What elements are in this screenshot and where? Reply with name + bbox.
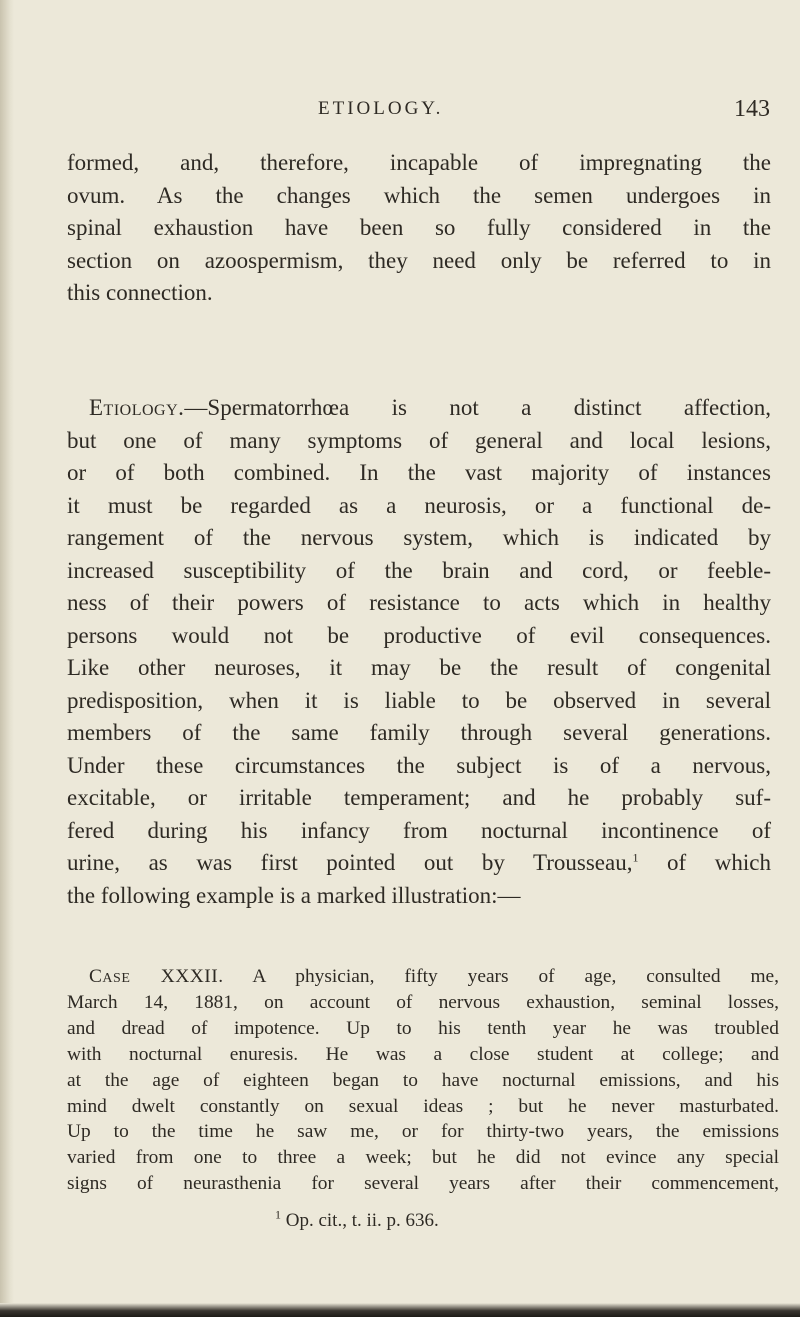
page-edge-left — [0, 0, 14, 1317]
text-line: fered during his infancy from nocturnal incontinence of — [67, 817, 771, 843]
page-edge-bottom — [0, 1303, 800, 1317]
text-line: and dread of impotence. Up to his tenth year he was troubled — [67, 1017, 779, 1039]
text-line: excitable, or irritable temperament; and he probably suf- — [67, 785, 771, 810]
page-number: 143 — [734, 96, 770, 122]
text-line: Up to the time he saw me, or for thirty-two years, the emissions — [67, 1121, 779, 1143]
paragraph-continuation — [67, 147, 771, 310]
text-line: mind dwelt constantly on sexual ideas ; but he never masturbated. — [67, 1095, 779, 1117]
case-heading: Case XXXII. — [89, 966, 224, 987]
text-line: Case XXXII. A physician, fifty years of age, consulted me, — [89, 966, 779, 987]
text-line: members of the same family through several generations. — [67, 720, 771, 745]
section-lead-etiology: Etiology. — [89, 395, 185, 420]
paragraph-etiology — [67, 392, 771, 912]
text-line: Etiology.—Spermatorrhœa is not a distinct affection, — [89, 395, 771, 420]
text-line: spinal exhaustion have been so fully considered in the — [67, 215, 771, 240]
text-line: March 14, 1881, on account of nervous exhaustion, seminal losses, — [67, 991, 779, 1013]
text-line: ness of their powers of resistance to acts which in healthy — [67, 590, 771, 615]
text-line: Under these circumstances the subject is of a nervous, — [67, 752, 771, 778]
text-line: rangement of the nervous system, which is indicated by — [67, 525, 771, 550]
footnote-marker: 1 — [275, 1207, 281, 1222]
text-line: varied from one to three a week; but he did not evince any special — [67, 1147, 779, 1169]
footnote — [275, 1209, 439, 1233]
text-line: signs of neurasthenia for several years after their commencement, — [67, 1173, 779, 1195]
footnote-text: Op. cit., t. ii. p. 636. — [281, 1210, 439, 1231]
text-line: the following example is a marked illustration:— — [67, 882, 521, 908]
text-line: persons would not be productive of evil consequences. — [67, 622, 771, 648]
text-line: at the age of eighteen began to have nocturnal emissions, and his — [67, 1069, 779, 1091]
case-report — [67, 964, 779, 1197]
text-line: but one of many symptoms of general and local lesions, — [67, 427, 771, 453]
running-head-title: ETIOLOGY. — [318, 98, 444, 119]
footnote-reference[interactable]: 1 — [632, 850, 639, 865]
text-line: with nocturnal enuresis. He was a close student at college; and — [67, 1043, 779, 1065]
text-line: section on azoospermism, they need only be referred to in — [67, 247, 771, 273]
text-line: or of both combined. In the vast majority of instances — [67, 460, 771, 485]
text-line: ovum. As the changes which the semen undergoes in — [67, 182, 771, 208]
running-head — [70, 98, 770, 128]
text-line: predisposition, when it is liable to be observed in several — [67, 687, 771, 713]
text-line: Like other neuroses, it may be the result of congenital — [67, 655, 771, 680]
text-line: it must be regarded as a neurosis, or a functional de- — [67, 492, 771, 518]
text-line: urine, as was first pointed out by Trousseau,$^1$ of which — [67, 850, 771, 875]
text-line: increased susceptibility of the brain and cord, or feeble- — [67, 557, 771, 583]
text-line: this connection. — [67, 280, 213, 305]
text-line: formed, and, therefore, incapable of impregnating the — [67, 150, 771, 175]
